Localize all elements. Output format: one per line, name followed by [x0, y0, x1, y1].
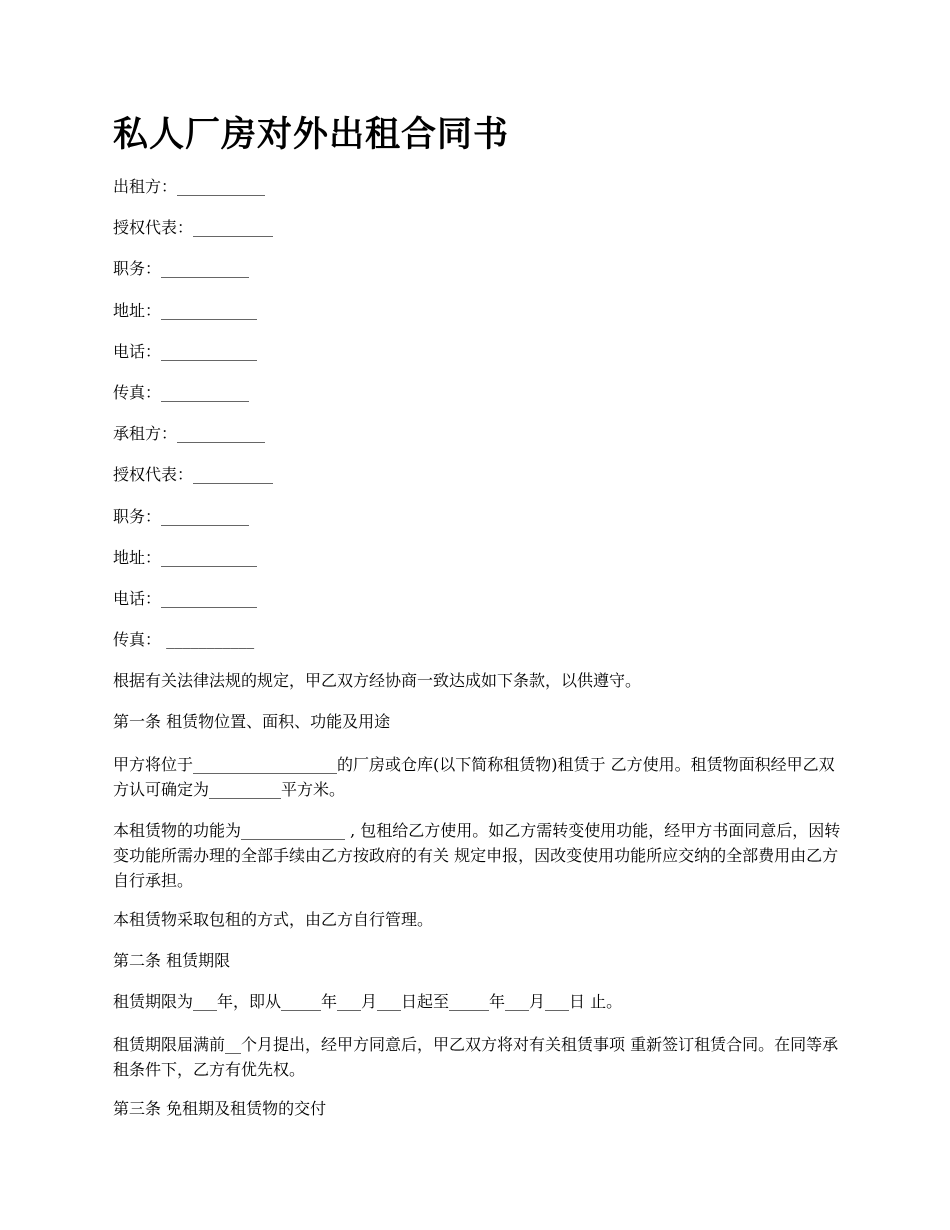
lessee-party-field: 承租方：___________ — [113, 424, 266, 444]
lessee-representative-field: 授权代表：__________ — [113, 465, 274, 485]
article-1-paragraph-location: 甲方将位于__________________的厂房或仓库(以下简称租赁物)租赁于 乙方使用。租赁物面积经甲乙双方认可确定为_________平方米。 — [113, 755, 835, 800]
lessee-fax-field: 传真： ___________ — [113, 630, 255, 650]
article-1-paragraph-function: 本租赁物的功能为_____________ , 包租给乙方使用。如乙方需转变使用功能，经甲方书面同意后，因转变功能所需办理的全部手续由乙方按政府的有关 规定申报，因改变使用功能所应交纳的全部费用由乙方自行承担。 — [113, 821, 841, 891]
article-1-paragraph-management: 本租赁物采取包租的方式，由乙方自行管理。 — [113, 910, 434, 930]
document-title: 私人厂房对外出租合同书 — [113, 115, 510, 155]
lessee-address-field: 地址：____________ — [113, 547, 258, 567]
lessor-address-field: 地址：____________ — [113, 300, 258, 320]
preamble: 根据有关法律法规的规定，甲乙双方经协商一致达成如下条款，以供遵守。 — [113, 671, 642, 691]
lessor-party-field: 出租方：___________ — [113, 177, 266, 196]
article-3-heading: 第三条 免租期及租赁物的交付 — [113, 1099, 327, 1119]
lessor-fax-field: 传真：___________ — [113, 382, 250, 402]
article-2-heading: 第二条 租赁期限 — [113, 951, 231, 971]
article-2-paragraph-term: 租赁期限为___年，即从_____年___月___日起至_____年___月___日 止。 — [113, 992, 623, 1012]
lessor-phone-field: 电话：____________ — [113, 341, 258, 361]
lessor-representative-field: 授权代表：__________ — [113, 218, 274, 238]
lessee-position-field: 职务：___________ — [113, 506, 250, 526]
lessee-phone-field: 电话：____________ — [113, 588, 258, 608]
article-2-paragraph-renewal: 租赁期限届满前__个月提出，经甲方同意后，甲乙双方将对有关租赁事项 重新签订租赁合同。在同等承租条件下，乙方有优先权。 — [113, 1035, 839, 1080]
contract-page — [113, 110, 843, 1139]
lessor-position-field: 职务：___________ — [113, 259, 250, 279]
article-1-heading: 第一条 租赁物位置、面积、功能及用途 — [113, 712, 391, 732]
